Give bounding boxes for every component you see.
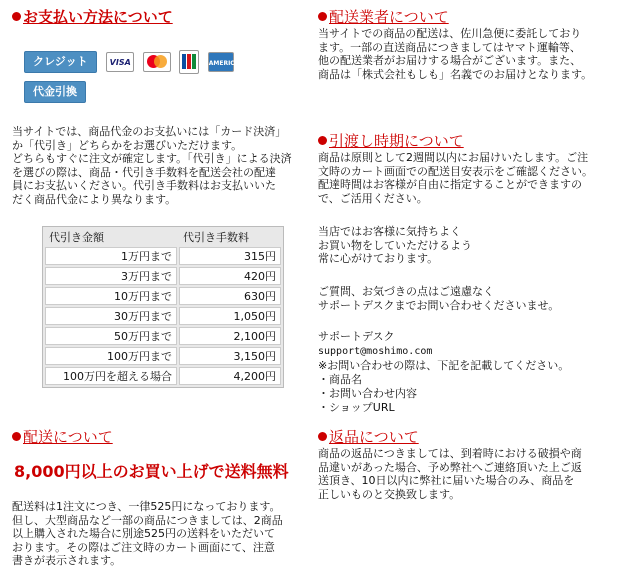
inquiry-note: ※お問い合わせの際は、下記を記載してください。 [318, 359, 570, 372]
fee-value-cell: 420円 [179, 267, 281, 285]
carrier-section-title: 配送業者について [318, 8, 449, 26]
jcb-card-icon [179, 50, 199, 74]
credit-row [24, 50, 277, 74]
bullet-dot-icon [318, 136, 327, 145]
fee-header-amount: 代引き金額 [45, 229, 177, 245]
service-message: 当店ではお客様に気持ちよく お買い物をしていただけるよう 常に心がけております。 [318, 225, 472, 265]
fee-value-cell: 4,200円 [179, 367, 281, 385]
returns-section-title: 返品について [318, 428, 419, 446]
bullet-dot-icon [12, 432, 21, 441]
fee-value-cell: 3,150円 [179, 347, 281, 365]
table-row [45, 307, 281, 325]
table-row [45, 247, 281, 265]
visa-card-icon: VISA [106, 52, 134, 72]
fee-table [42, 226, 284, 388]
support-desk-label: サポートデスク [318, 330, 395, 343]
fee-amount-cell: 100万円まで [45, 347, 177, 365]
fee-value-cell: 630円 [179, 287, 281, 305]
fee-amount-cell: 1万円まで [45, 247, 177, 265]
fee-value-cell: 2,100円 [179, 327, 281, 345]
list-item: ・お問い合わせ内容 [318, 387, 417, 400]
mastercard-icon [143, 52, 171, 72]
bullet-dot-icon [318, 12, 327, 21]
table-row [45, 347, 281, 365]
bullet-dot-icon [12, 12, 21, 21]
fee-amount-cell: 50万円まで [45, 327, 177, 345]
support-email[interactable]: support@moshimo.com [318, 346, 433, 357]
bullet-dot-icon [318, 432, 327, 441]
fee-amount-cell: 100万円を超える場合 [45, 367, 177, 385]
returns-description: 商品の返品につきましては、到着時における破損や商 品違いがあった場合、予め弊社へご連絡頂いた上ご返 送頂き、10日以内に弊社に届いた場合のみ、商品を 正しいものと交換致します。 [318, 447, 582, 501]
carrier-description: 当サイトでの商品の配送は、佐川急便に委託しており ます。一部の直送商品につきましてはヤマト運輸等、 他の配送業者がお届けする場合がございます。また、 商品は「株式会社もしも」名義でのお届けとなります。 [318, 27, 593, 81]
contact-prompt: ご質問、お気づきの点はご遠慮なく サポートデスクまでお問い合わせくださいませ。 [318, 285, 560, 312]
fee-amount-cell: 10万円まで [45, 287, 177, 305]
credit-button[interactable]: クレジット [24, 51, 97, 73]
fee-header-fee: 代引き手数料 [179, 229, 281, 245]
table-row [45, 287, 281, 305]
payment-section-title: お支払い方法について [12, 8, 173, 26]
fee-amount-cell: 3万円まで [45, 267, 177, 285]
cod-button[interactable]: 代金引換 [24, 81, 86, 103]
shipping-description: 配送料は1注文につき、一律525円になっております。 但し、大型商品など一部の商品につきましては、2商品 以上購入された場合に別途525円の送料をいただいて おります。その際はご注文時のカート画面にて、注意 書きが表示されます。 [12, 500, 283, 567]
table-row [45, 327, 281, 345]
list-item: ・商品名 [318, 373, 362, 386]
payment-description: 当サイトでは、商品代金のお支払いには「カード決済」 か「代引き」どちらかをお選びいただけます。 どちらもすぐに注文が確定します。「代引き」による決済 を選びの際は、商品・代引き手数料を配送会社の配達 員にお支払いください。代引き手数料はお支払いいた だく商品代金により異なります。 [12, 125, 292, 206]
fee-value-cell: 315円 [179, 247, 281, 265]
fee-amount-cell: 30万円まで [45, 307, 177, 325]
cod-row [24, 81, 86, 103]
table-row [45, 267, 281, 285]
amex-card-icon: AMERICAN EXPRESS [208, 52, 234, 72]
fee-value-cell: 1,050円 [179, 307, 281, 325]
fee-table-wrapper [42, 226, 284, 388]
table-row [45, 367, 281, 385]
delivery-section-title: 引渡し時期について [318, 132, 464, 150]
shipping-section-title: 配送について [12, 428, 113, 446]
fee-table-header [45, 229, 281, 245]
delivery-description: 商品は原則として2週間以内にお届けいたします。ご注 文時のカート画面での配送目安表示をご確認ください。 配達時間はお客様が自由に指定することができますの で、ご活用ください。 [318, 151, 593, 205]
list-item: ・ショップURL [318, 401, 395, 414]
free-shipping-promo: 8,000円以上のお買い上げで送料無料 [14, 462, 289, 481]
